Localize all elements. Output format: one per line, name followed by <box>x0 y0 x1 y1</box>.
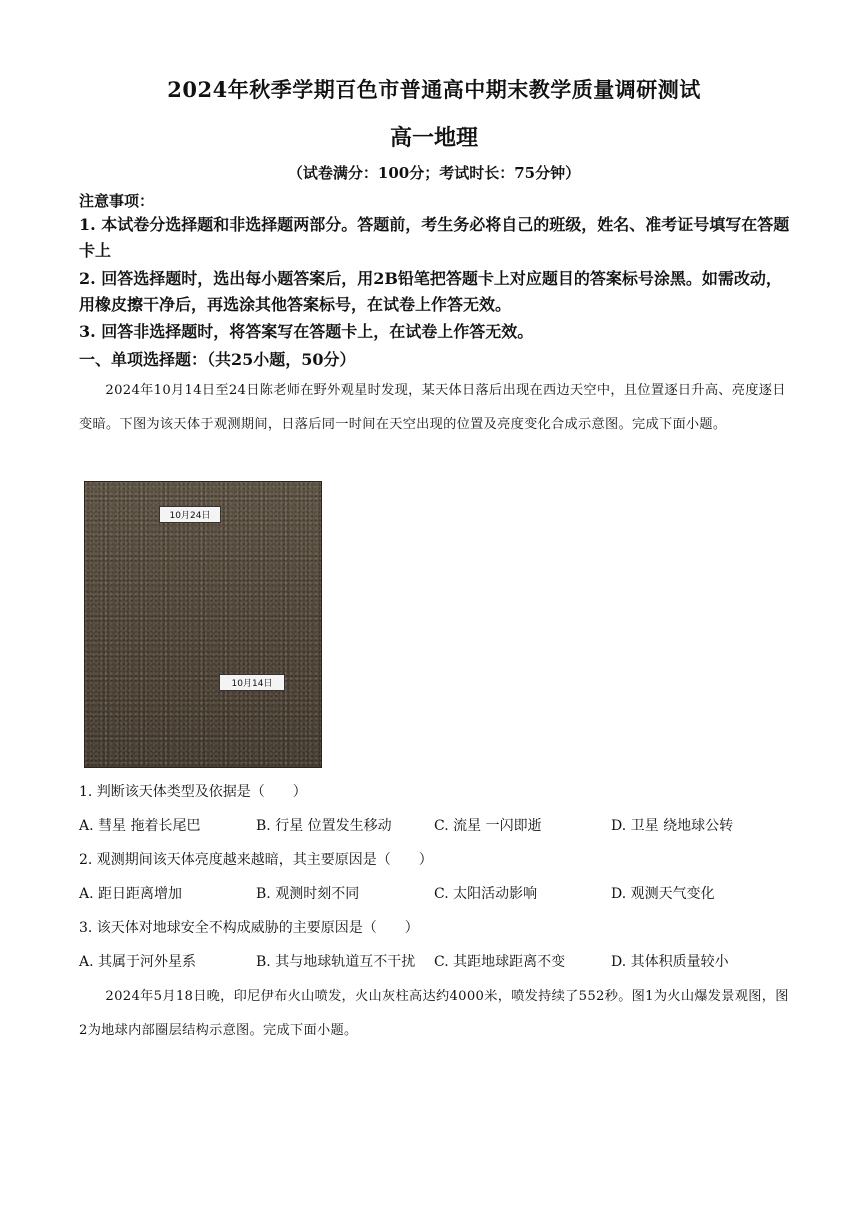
q2-option-d[interactable]: D. 观测天气变化 <box>611 886 715 902</box>
question-1-stem: 1. 判断该天体类型及依据是（ ） <box>79 784 307 800</box>
notice-item-2: 2. 回答选择题时，选出每小题答案后，用2B铅笔把答题卡上对应题目的答案标号涂黑。如需改动，用橡皮擦干净后，再选涂其他答案标号，在试卷上作答无效。 <box>79 269 782 314</box>
q3-option-b[interactable]: B. 其与地球轨道互不干扰 <box>256 954 416 970</box>
exam-title: 2024年秋季学期百色市普通高中期末教学质量调研测试 <box>167 77 701 102</box>
q2-option-a[interactable]: A. 距日距离增加 <box>79 886 183 902</box>
question-3-stem: 3. 该天体对地球安全不构成威胁的主要原因是（ ） <box>79 920 419 936</box>
passage-2: 2024年5月18日晚，印尼伊布火山喷发，火山灰柱高达约4000米，喷发持续了552秒。图1为火山爆发景观图，图2为地球内部圈层结构示意图。完成下面小题。 <box>79 989 789 1038</box>
exam-meta: （试卷满分：100分；考试时长：75分钟） <box>287 164 581 182</box>
date-label-oct-14: 10月14日 <box>219 674 285 691</box>
notice-item-3: 3. 回答非选择题时，将答案写在答题卡上，在试卷上作答无效。 <box>79 322 534 341</box>
date-label-oct-24: 10月24日 <box>159 506 221 523</box>
notice-heading: 注意事项： <box>79 192 155 210</box>
section-title: 一、单项选择题：（共25小题，50分） <box>79 350 356 369</box>
passage-1: 2024年10月14日至24日陈老师在野外观星时发现，某天体日落后出现在西边天空中，且位置逐日升高、亮度逐日变暗。下图为该天体于观测期间，日落后同一时间在天空出现的位置及亮度变化合成示意图。完成下面小题。 <box>79 383 786 432</box>
q1-option-b[interactable]: B. 行星 位置发生移动 <box>256 818 392 834</box>
q3-option-d[interactable]: D. 其体积质量较小 <box>611 954 729 970</box>
q1-option-d[interactable]: D. 卫星 绕地球公转 <box>611 818 734 834</box>
exam-subject: 高一地理 <box>389 125 478 151</box>
q1-option-c[interactable]: C. 流星 一闪即逝 <box>434 818 542 834</box>
q1-option-a[interactable]: A. 彗星 拖着长尾巴 <box>79 818 201 834</box>
q3-option-c[interactable]: C. 其距地球距离不变 <box>434 954 566 970</box>
q3-option-a[interactable]: A. 其属于河外星系 <box>79 954 197 970</box>
q2-option-b[interactable]: B. 观测时刻不同 <box>256 886 360 902</box>
q2-option-c[interactable]: C. 太阳活动影响 <box>434 886 538 902</box>
night-sky-photo <box>84 481 322 768</box>
notice-item-1: 1. 本试卷分选择题和非选择题两部分。答题前，考生务必将自己的班级，姓名、准考证号填写在答题卡上 <box>79 215 790 260</box>
question-2-stem: 2. 观测期间该天体亮度越来越暗，其主要原因是（ ） <box>79 852 433 868</box>
